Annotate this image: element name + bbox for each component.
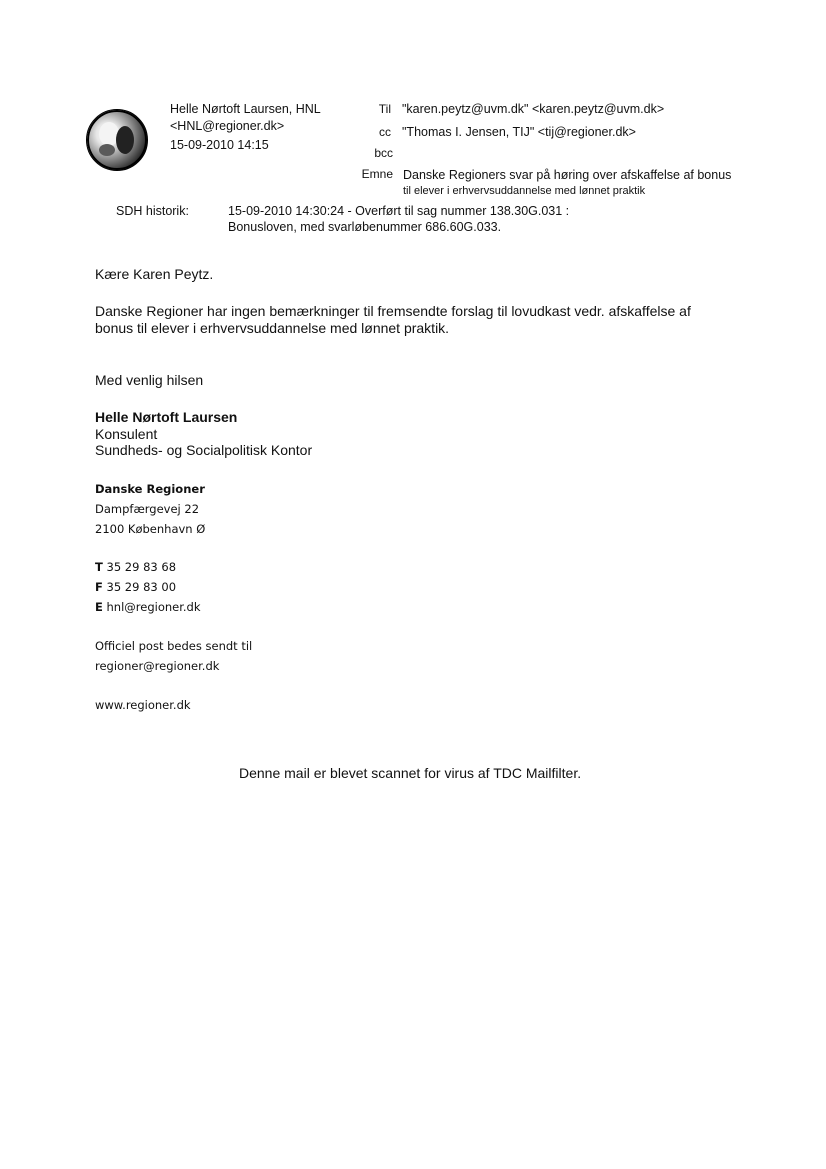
avatar-photo-icon — [87, 110, 147, 170]
subject-label: Emne — [361, 167, 393, 181]
to-value: "karen.peytz@uvm.dk" <karen.peytz@uvm.dk> — [402, 102, 665, 116]
cc-value: "Thomas I. Jensen, TIJ" <tij@regioner.dk> — [402, 125, 636, 139]
fax-number: 35 29 83 00 — [106, 580, 177, 594]
sender-name: Helle Nørtoft Laursen, HNL — [170, 102, 321, 116]
signature-department: Sundheds- og Socialpolitisk Kontor — [95, 442, 313, 458]
body-line-1: Danske Regioner har ingen bemærkninger til fremsendte forslag til lovudkast vedr. afskaffelse af — [95, 303, 691, 319]
phone-label: T — [95, 560, 103, 574]
sender-email: <HNL@regioner.dk> — [170, 119, 285, 133]
body-line-2: bonus til elever i erhvervsuddannelse med lønnet praktik. — [95, 320, 450, 336]
history-line-2: Bonusloven, med svarløbenummer 686.60G.033. — [228, 220, 502, 234]
to-label: Til — [378, 102, 391, 116]
signature-name: Helle Nørtoft Laursen — [95, 409, 238, 425]
official-post-line-2: regioner@regioner.dk — [95, 659, 220, 673]
phone-number: 35 29 83 68 — [106, 560, 177, 574]
signature-fax-row — [95, 580, 176, 594]
signature-phone-row — [95, 560, 176, 574]
signature-title: Konsulent — [95, 426, 158, 442]
subject-line-1: Danske Regioners svar på høring over afskaffelse af bonus — [403, 168, 732, 182]
cc-label: cc — [379, 125, 391, 139]
official-post-line-1: Officiel post bedes sendt til — [95, 639, 253, 653]
closing: Med venlig hilsen — [95, 372, 204, 388]
signature-city: 2100 København Ø — [95, 522, 206, 536]
bcc-label: bcc — [374, 146, 393, 160]
signature-email: hnl@regioner.dk — [106, 600, 201, 614]
email-label: E — [95, 600, 103, 614]
history-label: SDH historik: — [116, 204, 189, 218]
virus-scan-footer: Denne mail er blevet scannet for virus af TDC Mailfilter. — [239, 765, 582, 781]
greeting: Kære Karen Peytz. — [95, 266, 214, 282]
fax-label: F — [95, 580, 103, 594]
signature-street: Dampfærgevej 22 — [95, 502, 200, 516]
history-line-1: 15-09-2010 14:30:24 - Overført til sag nummer 138.30G.031 : — [228, 204, 570, 218]
website: www.regioner.dk — [95, 698, 191, 712]
signature-email-row — [95, 600, 201, 614]
sender-avatar — [86, 109, 148, 171]
subject-line-2: til elever i erhvervsuddannelse med lønnet praktik — [403, 185, 646, 197]
sent-date: 15-09-2010 14:15 — [170, 138, 269, 152]
signature-org: Danske Regioner — [95, 482, 205, 496]
